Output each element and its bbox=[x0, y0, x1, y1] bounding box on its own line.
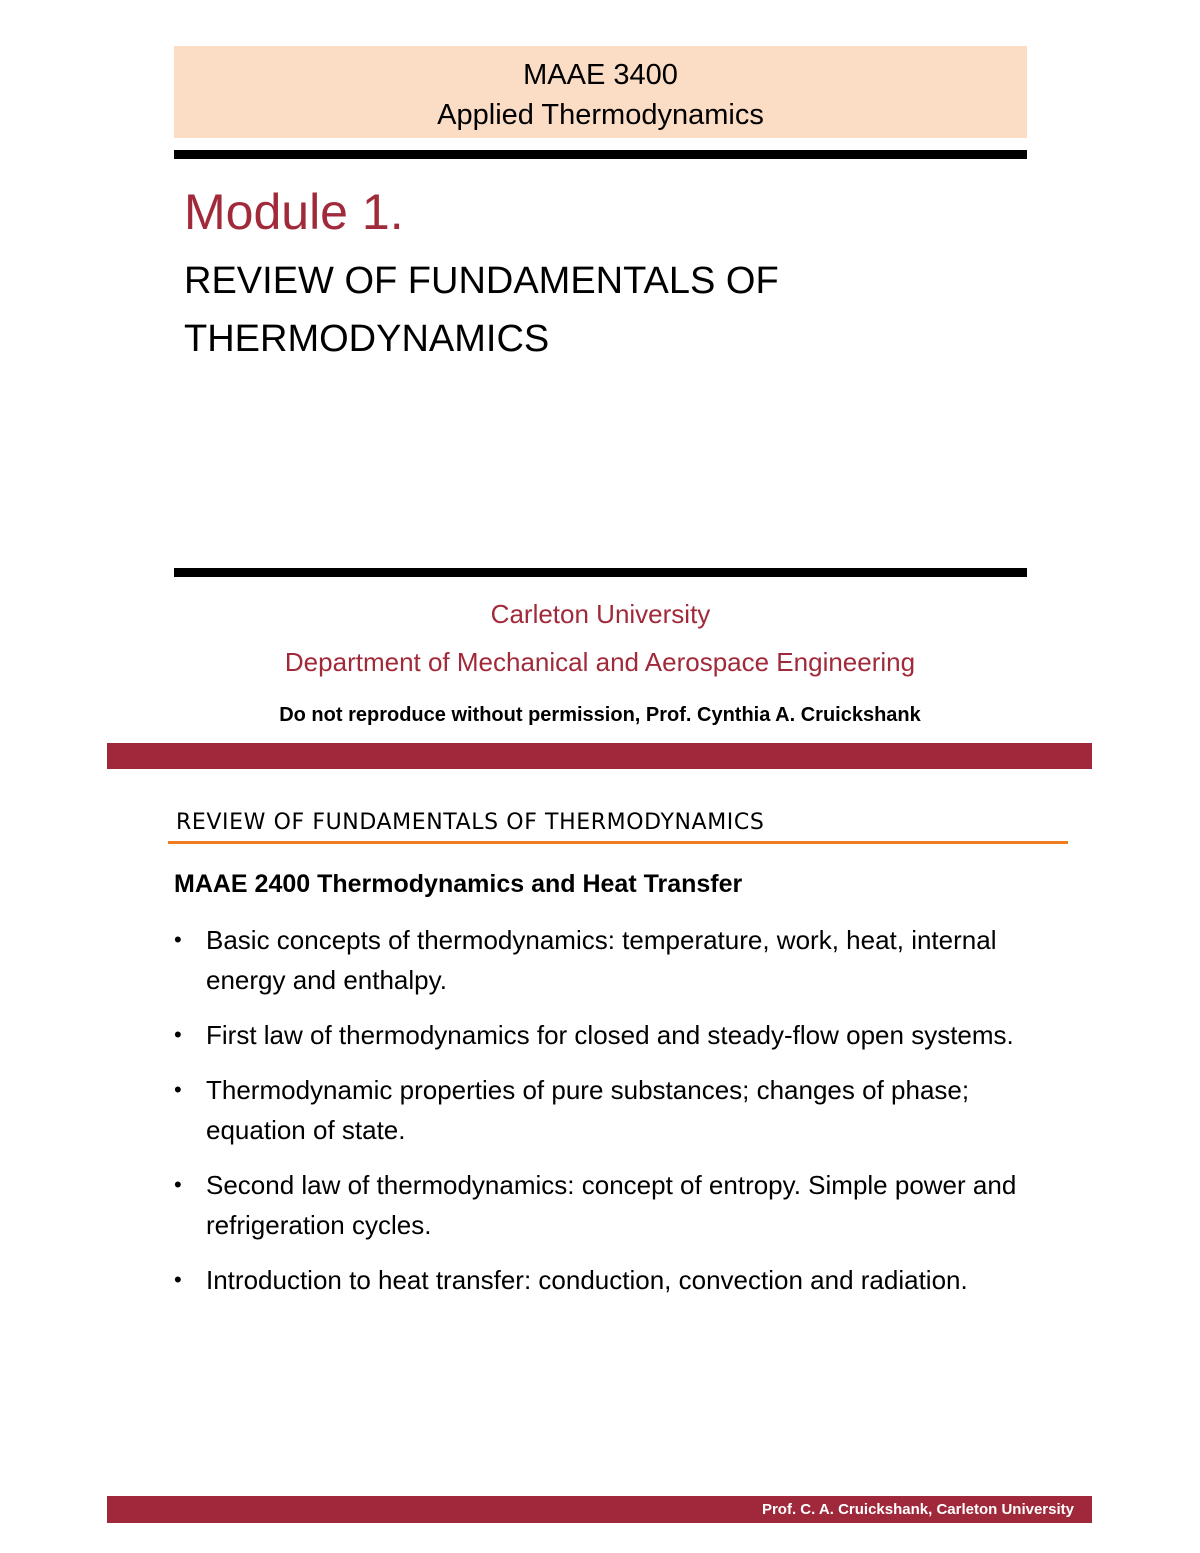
module-title: Module 1. bbox=[184, 184, 404, 240]
list-item-text: Introduction to heat transfer: conduction, convection and radiation. bbox=[206, 1265, 968, 1295]
footer-credit: Prof. C. A. Cruickshank, Carleton University bbox=[761, 1501, 1074, 1518]
top-divider bbox=[174, 150, 1027, 159]
course-name: Applied Thermodynamics bbox=[437, 99, 764, 131]
slide-title: REVIEW OF FUNDAMENTALS OF THERMODYNAMICS bbox=[176, 810, 765, 835]
title-underline bbox=[168, 841, 1068, 844]
list-item-text: Thermodynamic properties of pure substances; changes of phase; equation of state. bbox=[206, 1075, 970, 1145]
bullet-icon: • bbox=[174, 1022, 182, 1047]
bullet-icon: • bbox=[174, 1077, 182, 1102]
list-item-text: Basic concepts of thermodynamics: temperature, work, heat, internal energy and enthalpy. bbox=[206, 925, 997, 995]
bullet-icon: • bbox=[174, 1172, 182, 1197]
module-subtitle-line1: REVIEW OF FUNDAMENTALS OF bbox=[184, 260, 779, 302]
module-subtitle-line2: THERMODYNAMICS bbox=[184, 318, 550, 360]
list-item bbox=[174, 1070, 1054, 1150]
list-item-text: First law of thermodynamics for closed and steady-flow open systems. bbox=[206, 1020, 1014, 1050]
footer-band bbox=[107, 1496, 1092, 1523]
list-item bbox=[174, 920, 1054, 1000]
list-item-text: Second law of thermodynamics: concept of entropy. Simple power and refrigeration cycles. bbox=[206, 1170, 1017, 1240]
slide-separator-band bbox=[107, 743, 1092, 769]
course-code: MAAE 3400 bbox=[523, 59, 678, 91]
bullet-icon: • bbox=[174, 1267, 182, 1292]
topic-list bbox=[174, 920, 1054, 1315]
list-item bbox=[174, 1260, 1054, 1300]
course-header-box bbox=[174, 46, 1027, 138]
bottom-divider bbox=[174, 568, 1027, 577]
slide-subtitle: MAAE 2400 Thermodynamics and Heat Transfer bbox=[174, 870, 743, 898]
module-subtitle bbox=[184, 252, 904, 368]
list-item bbox=[174, 1165, 1054, 1245]
department-name: Department of Mechanical and Aerospace Engineering bbox=[284, 647, 916, 677]
copyright-notice: Do not reproduce without permission, Prof. Cynthia A. Cruickshank bbox=[279, 704, 921, 726]
university-name: Carleton University bbox=[490, 599, 711, 629]
bullet-icon: • bbox=[174, 927, 182, 952]
list-item bbox=[174, 1015, 1054, 1055]
